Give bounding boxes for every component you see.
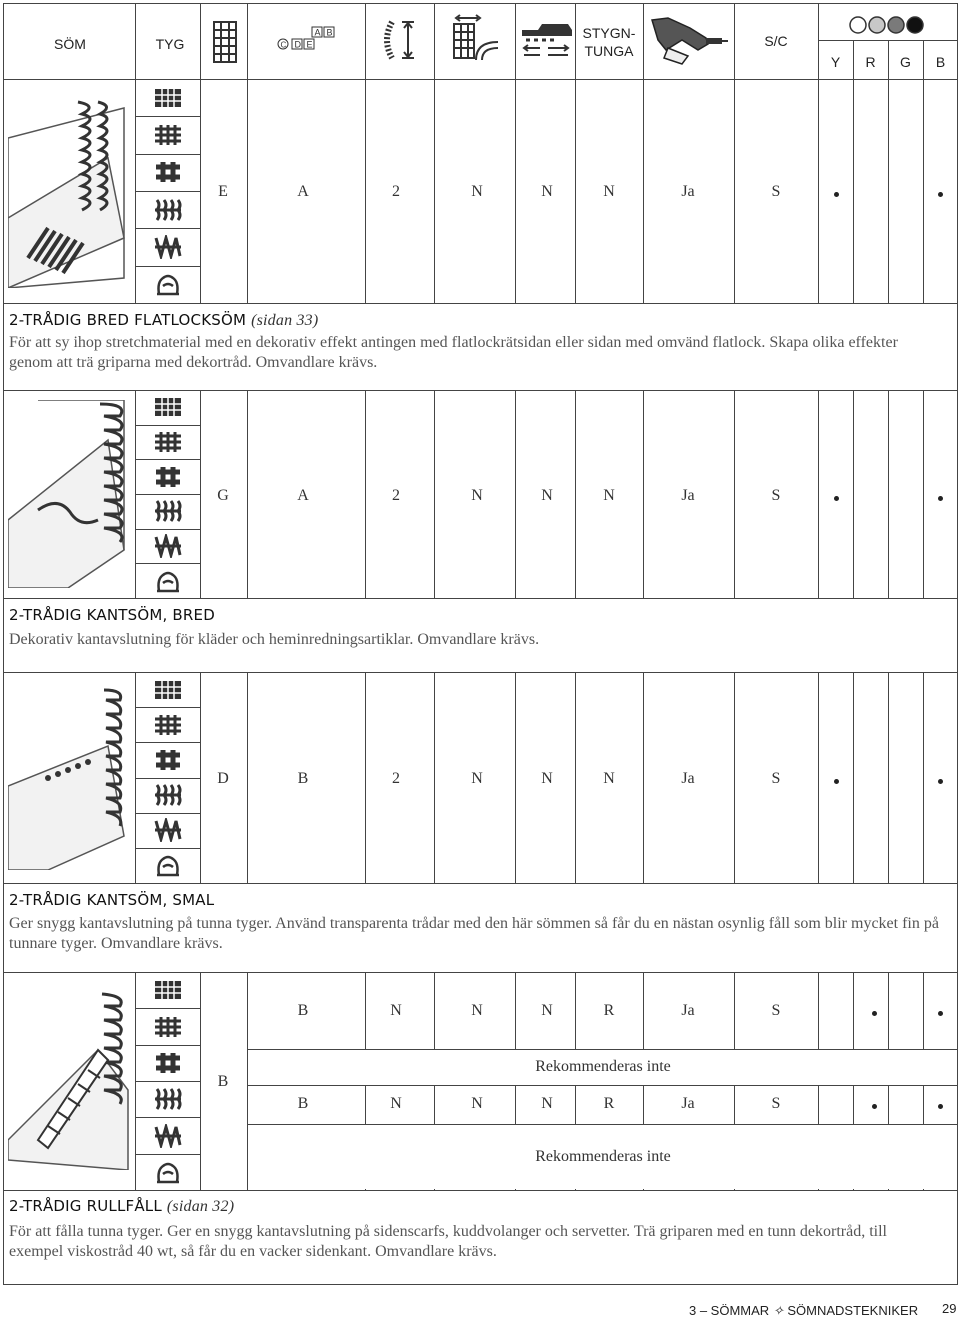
light-fabric-icon	[153, 123, 183, 147]
header-b: B	[935, 54, 946, 70]
table-column-rule	[853, 672, 854, 883]
table-column-rule	[853, 79, 854, 303]
table-column-rule	[888, 79, 889, 303]
section-rule	[3, 390, 958, 391]
table-cell: N	[603, 487, 615, 504]
svg-text:E: E	[306, 39, 313, 50]
table-column-rule	[365, 390, 366, 598]
table-cell: B	[297, 1095, 309, 1112]
header-stygn: STYGN-	[582, 25, 636, 41]
fabric-cell-rule	[135, 116, 200, 117]
differential-feed-icon	[448, 12, 504, 68]
table-column-rule	[200, 390, 201, 598]
stitch-illustration-edge-narrow	[8, 686, 130, 870]
table-column-rule	[200, 79, 201, 303]
section-3-title: 2-TRÅDIG KANTSÖM, SMAL	[9, 891, 215, 909]
table-cell: N	[471, 1002, 483, 1019]
looper-converter-icon	[648, 10, 730, 70]
table-cell: N	[471, 1095, 483, 1112]
special-fabric-icon	[153, 569, 183, 593]
table-column-rule	[575, 390, 576, 598]
table-cell: N	[471, 487, 483, 504]
very-light-fabric-icon	[153, 395, 183, 419]
header-r: R	[865, 54, 876, 70]
section-4-tyg: B	[217, 1073, 229, 1090]
table-column-rule	[734, 79, 735, 303]
special-fabric-icon	[153, 272, 183, 296]
table-cell: S	[771, 487, 781, 504]
marker-dot	[834, 496, 839, 501]
table-cell: N	[603, 183, 615, 200]
stitch-illustration-edge-wide	[8, 400, 130, 588]
scissors-logo-icon: ✧	[772, 1304, 784, 1319]
header-sc: S/C	[764, 33, 788, 49]
presser-foot-icon	[518, 18, 574, 62]
table-column-rule	[818, 672, 819, 883]
stitch-illustration-rolled-hem	[8, 990, 130, 1170]
marker-dot	[938, 1104, 943, 1109]
svg-text:B: B	[326, 27, 333, 38]
special-fabric-icon	[153, 1160, 183, 1184]
stitch-plate-icon	[212, 20, 238, 64]
table-cell: D	[217, 770, 229, 787]
table-column-rule	[643, 672, 644, 883]
medium-fabric-icon	[153, 748, 183, 772]
heavy-fabric-icon	[153, 783, 183, 807]
table-cell: S	[771, 183, 781, 200]
table-rule	[3, 883, 958, 884]
heavy-fabric-icon	[153, 499, 183, 523]
very-light-fabric-icon	[153, 86, 183, 110]
rekom-edge	[247, 1049, 248, 1085]
table-column-rule	[734, 672, 735, 883]
section-2-title: 2-TRÅDIG KANTSÖM, BRED	[9, 606, 215, 624]
table-rule	[3, 1190, 958, 1191]
table-column-rule	[434, 390, 435, 598]
table-column-rule	[247, 672, 248, 883]
section-rule	[3, 672, 958, 673]
table-cell: N	[541, 183, 553, 200]
table-column-rule	[200, 672, 201, 883]
table-cell: N	[390, 1002, 402, 1019]
header-som: SÖM	[54, 36, 86, 52]
table-column-rule	[734, 390, 735, 598]
footer-section-name: SÖMNADSTEKNIKER	[787, 1303, 919, 1318]
fabric-cell-rule	[135, 228, 200, 229]
table-column-rule	[818, 390, 819, 598]
table-column-rule	[434, 672, 435, 883]
rekom-edge	[247, 1124, 248, 1190]
table-cell: S	[771, 770, 781, 787]
table-cell: R	[603, 1002, 615, 1019]
light-fabric-icon	[153, 1015, 183, 1039]
fabric-cell-rule	[135, 529, 200, 530]
footer-chapter-name: 3 – SÖMMAR	[689, 1303, 770, 1318]
table-cell: A	[297, 487, 309, 504]
table-cell: N	[541, 1002, 553, 1019]
special-fabric-icon	[153, 853, 183, 877]
section-2-description: Dekorativ kantavslutning för kläder och heminredningsartiklar. Omvandlare krävs.	[9, 631, 540, 648]
svg-text:C: C	[280, 40, 287, 50]
table-column-rule	[643, 79, 644, 303]
thread-color-circles-icon	[848, 14, 928, 36]
marker-dot	[834, 779, 839, 784]
section-4-rekom-1: Rekommenderas inte	[535, 1058, 671, 1075]
table-column-rule	[923, 390, 924, 598]
footer-chapter	[689, 1303, 918, 1319]
fabric-cell-rule	[135, 1008, 200, 1009]
table-cell: A	[297, 183, 309, 200]
table-column-rule	[515, 672, 516, 883]
table-cell: E	[218, 183, 228, 200]
svg-text:A: A	[314, 27, 321, 38]
table-cell: B	[297, 770, 309, 787]
fabric-cell-rule	[135, 494, 200, 495]
marker-dot	[872, 1104, 877, 1109]
stretch-fabric-icon	[153, 818, 183, 842]
table-cell: R	[603, 1095, 615, 1112]
fabric-cell-rule	[135, 191, 200, 192]
fabric-cell-rule	[135, 1081, 200, 1082]
header-tyg: TYG	[155, 36, 185, 52]
table-column-rule	[818, 79, 819, 303]
row-rule	[247, 1085, 958, 1086]
fabric-cell-rule	[135, 1045, 200, 1046]
section-4-description: För att fålla tunna tyger. Ger en snygg kantavslutning på sidenscarfs, kuddvolanger och servetter. Trä griparen med en tunn dekortråd, till exempel viskostråd 40 wt, så får du en vacker sidenkant. Omvandlare krävs.	[9, 1223, 887, 1260]
header-g: G	[900, 54, 911, 70]
medium-fabric-icon	[153, 465, 183, 489]
table-cell: Ja	[681, 1002, 695, 1019]
table-cell: 2	[392, 487, 400, 504]
stretch-fabric-icon	[153, 235, 183, 259]
section-1-title: 2-TRÅDIG BRED FLATLOCKSÖM (sidan 33)	[9, 311, 319, 329]
table-column-rule	[515, 79, 516, 303]
table-cell: B	[297, 1002, 309, 1019]
table-rule	[3, 598, 958, 599]
marker-dot	[834, 192, 839, 197]
table-cell: Ja	[681, 770, 695, 787]
table-cell: Ja	[681, 183, 695, 200]
table-column-rule	[515, 390, 516, 598]
table-cell: N	[390, 1095, 402, 1112]
section-1-description: För att sy ihop stretchmaterial med en dekorativ effekt antingen med flatlockrätsidan eller sidan med omvänd flatlock. Skapa olika effekter genom att trä griparna med dekortråd. Omvandlare krävs.	[9, 334, 898, 371]
marker-dot	[938, 1011, 943, 1016]
medium-fabric-icon	[153, 1051, 183, 1075]
stretch-fabric-icon	[153, 1124, 183, 1148]
table-column-rule	[365, 79, 366, 303]
table-column-rule	[643, 390, 644, 598]
fabric-cell-rule	[135, 266, 200, 267]
fabric-cell-rule	[135, 1154, 200, 1155]
table-cell: N	[603, 770, 615, 787]
table-cell: N	[471, 183, 483, 200]
fabric-cell-rule	[135, 848, 200, 849]
marker-dot	[938, 496, 943, 501]
table-column-rule	[247, 79, 248, 303]
table-column-rule	[923, 79, 924, 303]
heavy-fabric-icon	[153, 1087, 183, 1111]
table-column-rule	[434, 79, 435, 303]
section-4-rekom-2: Rekommenderas inte	[535, 1148, 671, 1165]
table-column-rule	[575, 672, 576, 883]
footer-page-number: 29	[942, 1301, 957, 1316]
table-column-rule	[888, 672, 889, 883]
section-4-title: 2-TRÅDIG RULLFÅLL (sidan 32)	[9, 1197, 235, 1215]
stitch-length-icon	[378, 18, 422, 62]
table-cell: 2	[392, 770, 400, 787]
light-fabric-icon	[153, 430, 183, 454]
light-fabric-icon	[153, 713, 183, 737]
table-column-rule	[888, 390, 889, 598]
fabric-cell-rule	[135, 425, 200, 426]
fabric-cell-rule	[135, 813, 200, 814]
fabric-cell-rule	[135, 563, 200, 564]
fabric-cell-rule	[135, 707, 200, 708]
marker-dot	[938, 192, 943, 197]
stitch-illustration-flatlock	[8, 98, 130, 288]
table-cell: G	[217, 487, 229, 504]
svg-text:D: D	[294, 39, 301, 50]
letters-icon	[276, 24, 336, 52]
heavy-fabric-icon	[153, 198, 183, 222]
table-rule	[3, 303, 958, 304]
medium-fabric-icon	[153, 160, 183, 184]
header-tunga: TUNGA	[584, 43, 634, 59]
table-cell: N	[541, 770, 553, 787]
fabric-cell-rule	[135, 778, 200, 779]
table-column-rule	[247, 390, 248, 598]
section-3-description: Ger snygg kantavslutning på tunna tyger. Använd transparenta trådar med den här sömmen så får du en nästan osynlig fåll som blir mycket fin på tunnare tyger. Omvandlare krävs.	[9, 915, 939, 952]
table-cell: S	[771, 1002, 781, 1019]
fabric-cell-rule	[135, 459, 200, 460]
marker-dot	[938, 779, 943, 784]
section-rule	[3, 972, 958, 973]
header-y: Y	[830, 54, 841, 70]
table-cell: Ja	[681, 1095, 695, 1112]
fabric-cell-rule	[135, 1117, 200, 1118]
stretch-fabric-icon	[153, 534, 183, 558]
table-cell: 2	[392, 183, 400, 200]
table-column-rule	[575, 79, 576, 303]
fabric-cell-rule	[135, 742, 200, 743]
table-cell: N	[541, 487, 553, 504]
marker-dot	[872, 1011, 877, 1016]
table-cell: Ja	[681, 487, 695, 504]
table-column-rule	[923, 672, 924, 883]
very-light-fabric-icon	[153, 678, 183, 702]
table-column-rule	[365, 672, 366, 883]
table-cell: N	[541, 1095, 553, 1112]
table-column-rule	[853, 390, 854, 598]
table-cell: N	[471, 770, 483, 787]
fabric-cell-rule	[135, 154, 200, 155]
very-light-fabric-icon	[153, 978, 183, 1002]
table-cell: S	[771, 1095, 781, 1112]
